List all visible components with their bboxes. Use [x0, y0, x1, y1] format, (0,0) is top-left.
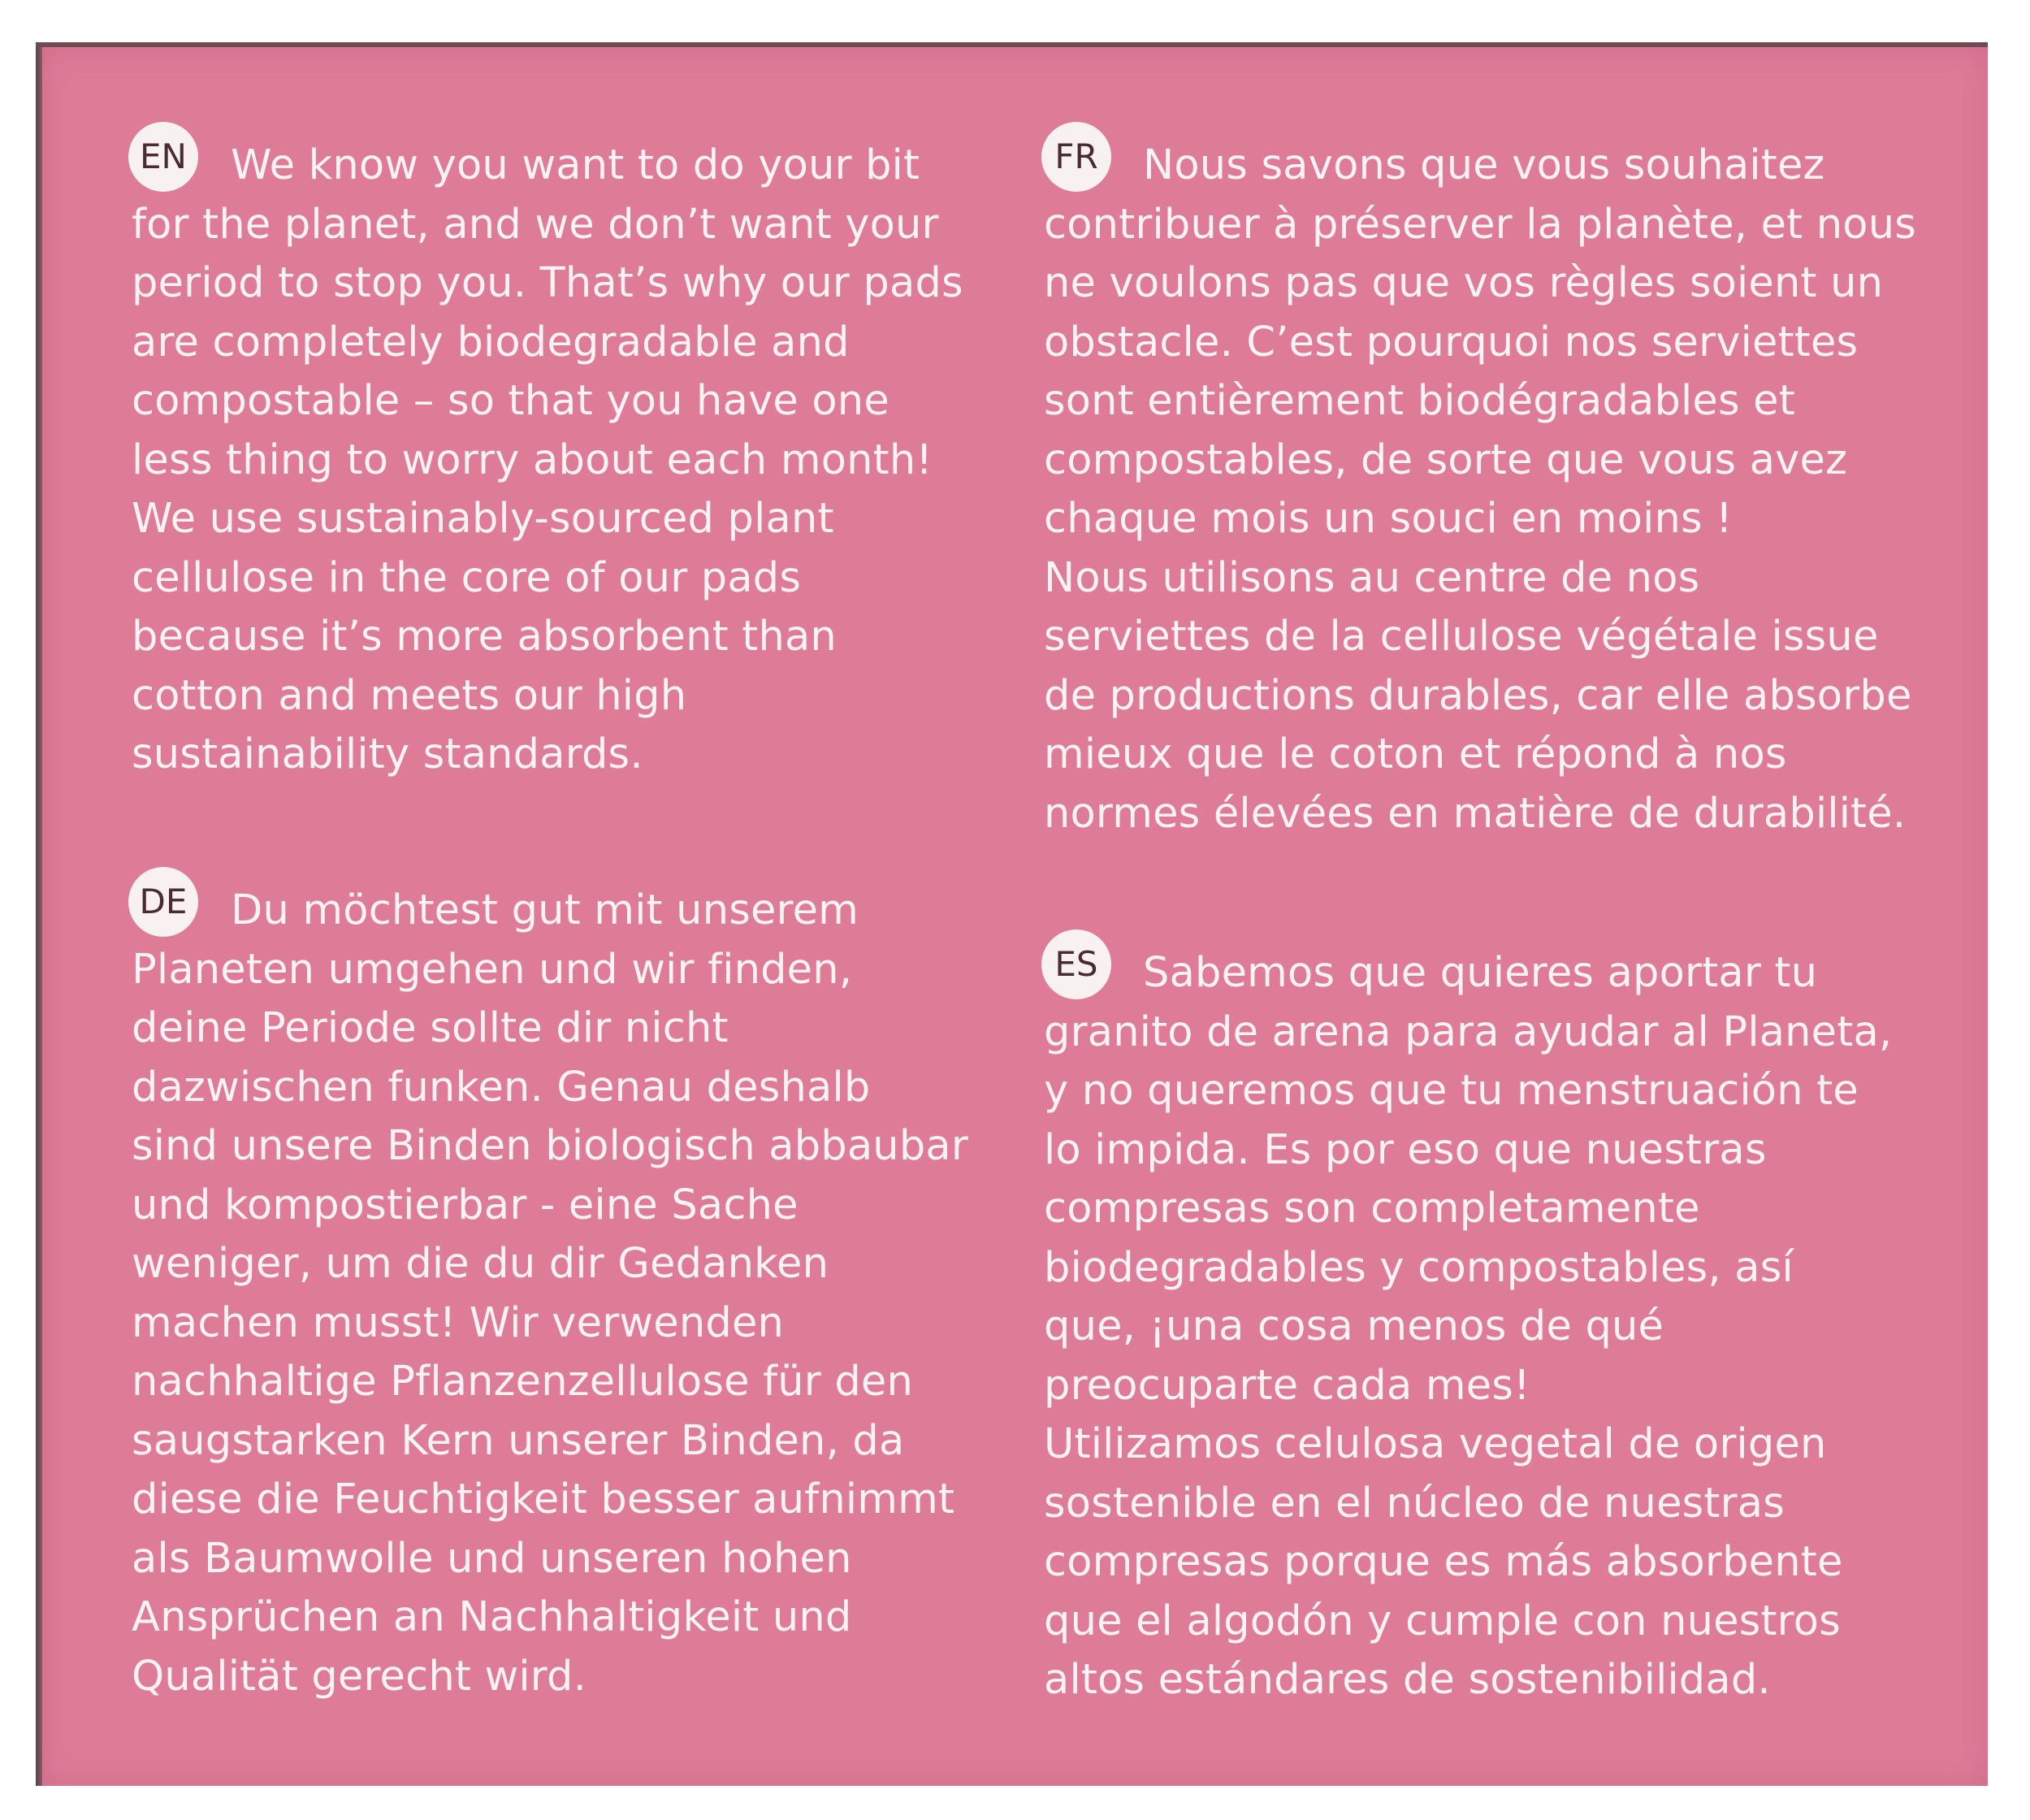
- text-line: Nous savons que vous souhaitez: [1143, 141, 1825, 189]
- text-line: y no queremos que tu menstruación te: [1044, 1067, 1859, 1115]
- text-line: mieux que le coton et répond à nos: [1044, 730, 1787, 778]
- text-block-en: [132, 136, 963, 785]
- language-badge-es: ES: [1041, 930, 1111, 999]
- text-line: machen musst! Wir verwenden: [132, 1298, 785, 1347]
- text-line: period to stop you. That’s why our pads: [132, 259, 963, 307]
- text-line: chaque mois un souci en moins !: [1044, 495, 1733, 543]
- text-line: que el algodón y cumple con nuestros: [1044, 1597, 1841, 1645]
- language-badge-en: EN: [128, 122, 198, 192]
- text-block-es: [1044, 944, 1892, 1710]
- text-line: que, ¡una cosa menos de qué: [1044, 1302, 1664, 1350]
- text-line: dazwischen funken. Genau deshalb: [132, 1063, 871, 1112]
- text-line: lo impida. Es por eso que nuestras: [1044, 1125, 1767, 1174]
- text-line: Utilizamos celulosa vegetal de origen: [1044, 1420, 1827, 1468]
- text-line: We use sustainably-sourced plant: [132, 495, 834, 543]
- text-line: Planeten umgehen und wir finden,: [132, 945, 853, 994]
- text-line: und kompostierbar - eine Sache: [132, 1181, 799, 1229]
- text-line: Qualität gerecht wird.: [132, 1652, 586, 1701]
- text-line: nachhaltige Pflanzenzellulose für den: [132, 1358, 914, 1406]
- text-line: saugstarken Kern unserer Binden, da: [132, 1416, 905, 1465]
- language-badge-fr: FR: [1041, 122, 1111, 192]
- text-line: sustainability standards.: [132, 730, 643, 778]
- text-line: are completely biodegradable and: [132, 318, 850, 366]
- text-line: cotton and meets our high: [132, 671, 687, 720]
- text-line: sind unsere Binden biologisch abbaubar: [132, 1122, 969, 1170]
- text-line: contribuer à préserver la planète, et nous: [1044, 200, 1916, 249]
- text-line: granito de arena para ayudar al Planeta,: [1044, 1008, 1893, 1056]
- text-line: normes élevées en matière de durabilité.: [1044, 789, 1907, 838]
- text-line: sostenible en el núcleo de nuestras: [1044, 1479, 1785, 1528]
- text-line: less thing to worry about each month!: [132, 436, 933, 484]
- text-line: compostables, de sorte que vous avez: [1044, 436, 1848, 484]
- text-line: We know you want to do your bit: [231, 141, 920, 189]
- text-line: obstacle. C’est pourquoi nos serviettes: [1044, 318, 1859, 366]
- text-line: Sabemos que quieres aportar tu: [1143, 949, 1818, 997]
- text-line: deine Periode sollte dir nicht: [132, 1004, 729, 1052]
- text-line: altos estándares de sostenibilidad.: [1044, 1656, 1771, 1704]
- box-left-edge: [36, 47, 42, 1786]
- text-line: compresas porque es más absorbente: [1044, 1538, 1843, 1586]
- text-line: Ansprüchen an Nachhaltigkeit und: [132, 1593, 852, 1641]
- text-line: serviettes de la cellulose végétale issue: [1044, 613, 1879, 661]
- text-line: weniger, um die du dir Gedanken: [132, 1240, 829, 1288]
- text-line: ne voulons pas que vos règles soient un: [1044, 259, 1884, 307]
- text-line: biodegradables y compostables, así: [1044, 1243, 1794, 1292]
- text-line: sont entièrement biodégradables et: [1044, 377, 1795, 425]
- text-line: als Baumwolle und unseren hohen: [132, 1534, 852, 1583]
- text-block-de: [132, 882, 968, 1706]
- text-line: diese die Feuchtigkeit besser aufnimmt: [132, 1476, 955, 1523]
- text-line: Du möchtest gut mit unserem: [231, 886, 859, 934]
- language-badge-de: DE: [128, 867, 198, 937]
- text-block-fr: [1044, 136, 1916, 843]
- text-line: for the planet, and we don’t want your: [132, 200, 939, 249]
- text-line: compostable – so that you have one: [132, 377, 889, 425]
- text-line: preocuparte cada mes!: [1044, 1361, 1530, 1410]
- text-line: cellulose in the core of our pads: [132, 553, 802, 602]
- text-line: compresas son completamente: [1044, 1185, 1700, 1233]
- text-line: Nous utilisons au centre de nos: [1044, 553, 1700, 602]
- text-line: because it’s more absorbent than: [132, 613, 837, 661]
- text-line: de productions durables, car elle absorbe: [1044, 671, 1912, 720]
